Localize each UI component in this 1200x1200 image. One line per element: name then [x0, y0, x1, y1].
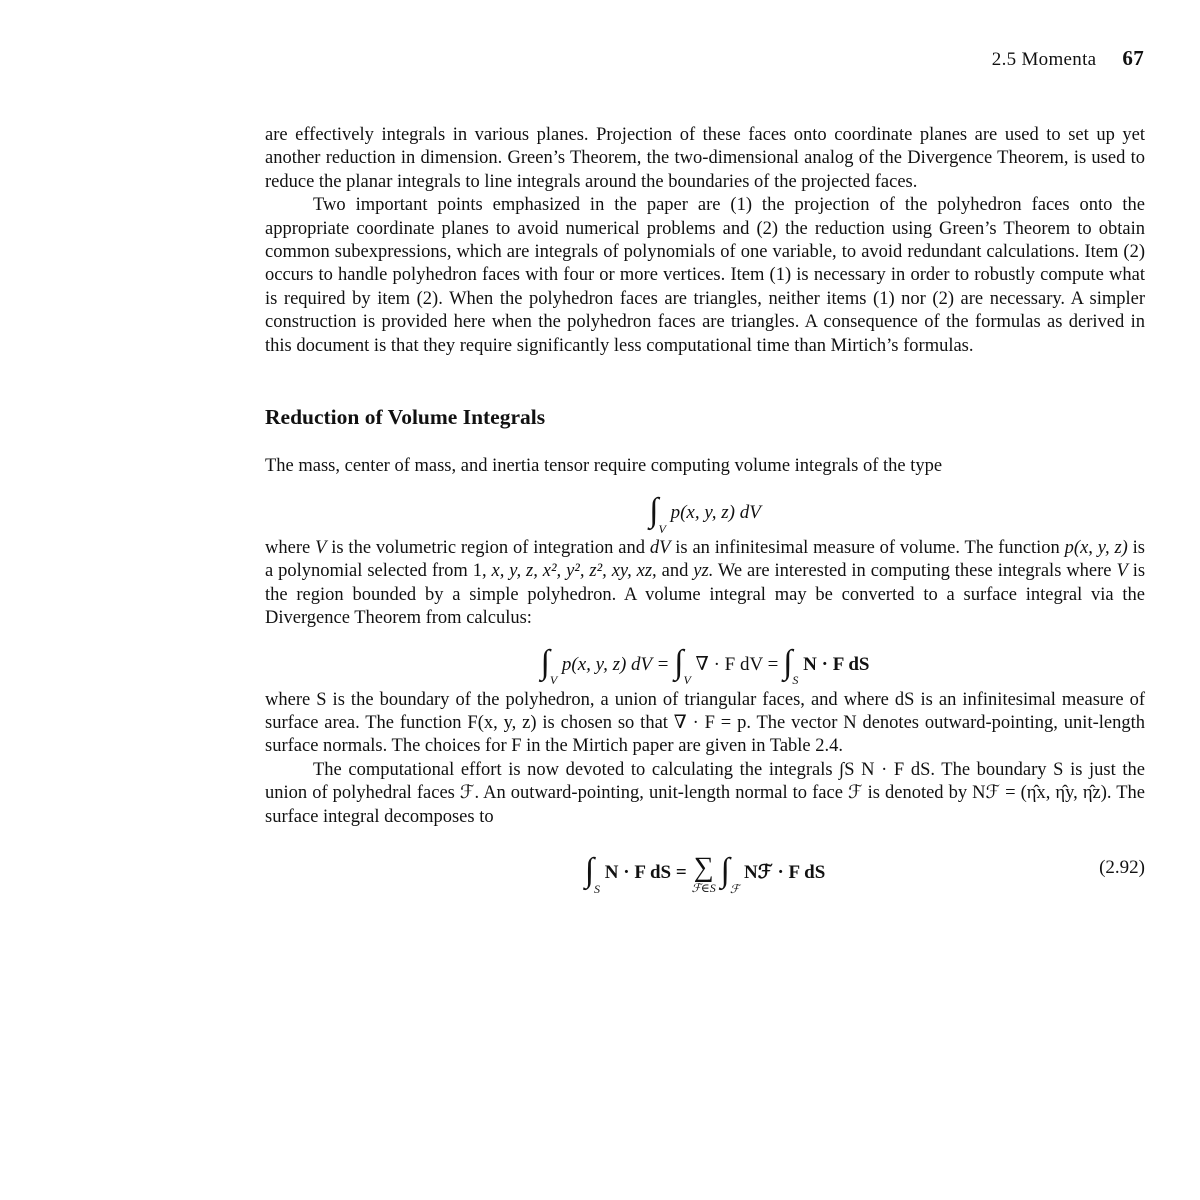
running-head — [992, 46, 1144, 71]
section-heading: Reduction of Volume Integrals — [265, 405, 546, 430]
equation-volume-integral — [265, 479, 1145, 537]
integral-domain: V — [658, 521, 666, 536]
paragraph-2: Two important points emphasized in the paper are (1) the projection of the polyhedron faces onto the appropriate coordinate planes to avoid numerical problems and (2) the reduction using Green’s Theorem to obtain common subexpressions, which are integrals of polynomials of one variable, to avoid redundant calculations. Item (2) occurs to handle polyhedron faces with four or more vertices. Item (1) is necessary in order to robustly compute what is required by item (2). When the polyhedron faces are triangles, neither items (1) nor (2) are necessary. A simpler construction is provided here when the polyhedron faces are triangles. A consequence of the formulas as derived in this document is that they require significantly less computational time than Mirtich’s formulas. — [265, 195, 1145, 356]
paragraph-3: The mass, center of mass, and inertia tensor require computing volume integrals of the type — [265, 456, 943, 477]
section-title: 2.5 Momenta — [991, 49, 1097, 70]
equation-number: (2.92) — [1099, 856, 1145, 878]
equation-divergence-theorem: $\int_V$ p(x, y, z) dV = $\int_V$ ∇ · F dV = $\int_S$ N · F dS — [540, 643, 870, 688]
integrand: p(x, y, z) dV — [670, 501, 761, 523]
body-text — [265, 124, 1145, 897]
page-number: 67 — [1122, 46, 1144, 70]
paragraph-1: are effectively integrals in various planes. Projection of these faces onto coordinate planes are used to set up yet another reduction in dimension. Green’s Theorem, the two-dimensional analog of the Divergence Theorem, is used to reduce the planar integrals to line integrals around the boundaries of the projected faces. — [265, 125, 1145, 192]
equation-2-92: $\int_S$ N · F dS = ∑ ℱ∈S $\int_ℱ$ Nℱ · F dS (2.92) — [265, 839, 1145, 897]
paragraph-6: The computational effort is now devoted to calculating the integrals ∫S N · F dS. The boundary S is just the union of polyhedral faces ℱ. An outward-pointing, unit-length normal to face ℱ is denoted by Nℱ = (η̂x, η̂y, η̂z). The surface integral decomposes to — [265, 759, 1145, 827]
summation: ∑ ℱ∈S — [691, 851, 716, 895]
paragraph-5: where S is the boundary of the polyhedron, a union of triangular faces, and where dS is an infinitesimal measure of surface area. The function F(x, y, z) is chosen so that ∇ · F = p. The vector N denotes outward-pointing, unit-length surface normals. The choices for F in the Mirtich paper are given in Table 2.4. — [265, 689, 1145, 757]
paragraph-4: where V is the volumetric region of integration and dV is an infinitesimal measure of volume. The function p(x, y, z) is a polynomial selected from 1, x, y, z, x², y², z², xy, xz, and yz. We are interested in computing these integrals where V is the region bounded by a simple polyhedron. A volume integral may be converted to a surface integral via the Divergence Theorem from calculus: — [265, 537, 1146, 629]
integral-sign: ∫ — [649, 491, 659, 529]
